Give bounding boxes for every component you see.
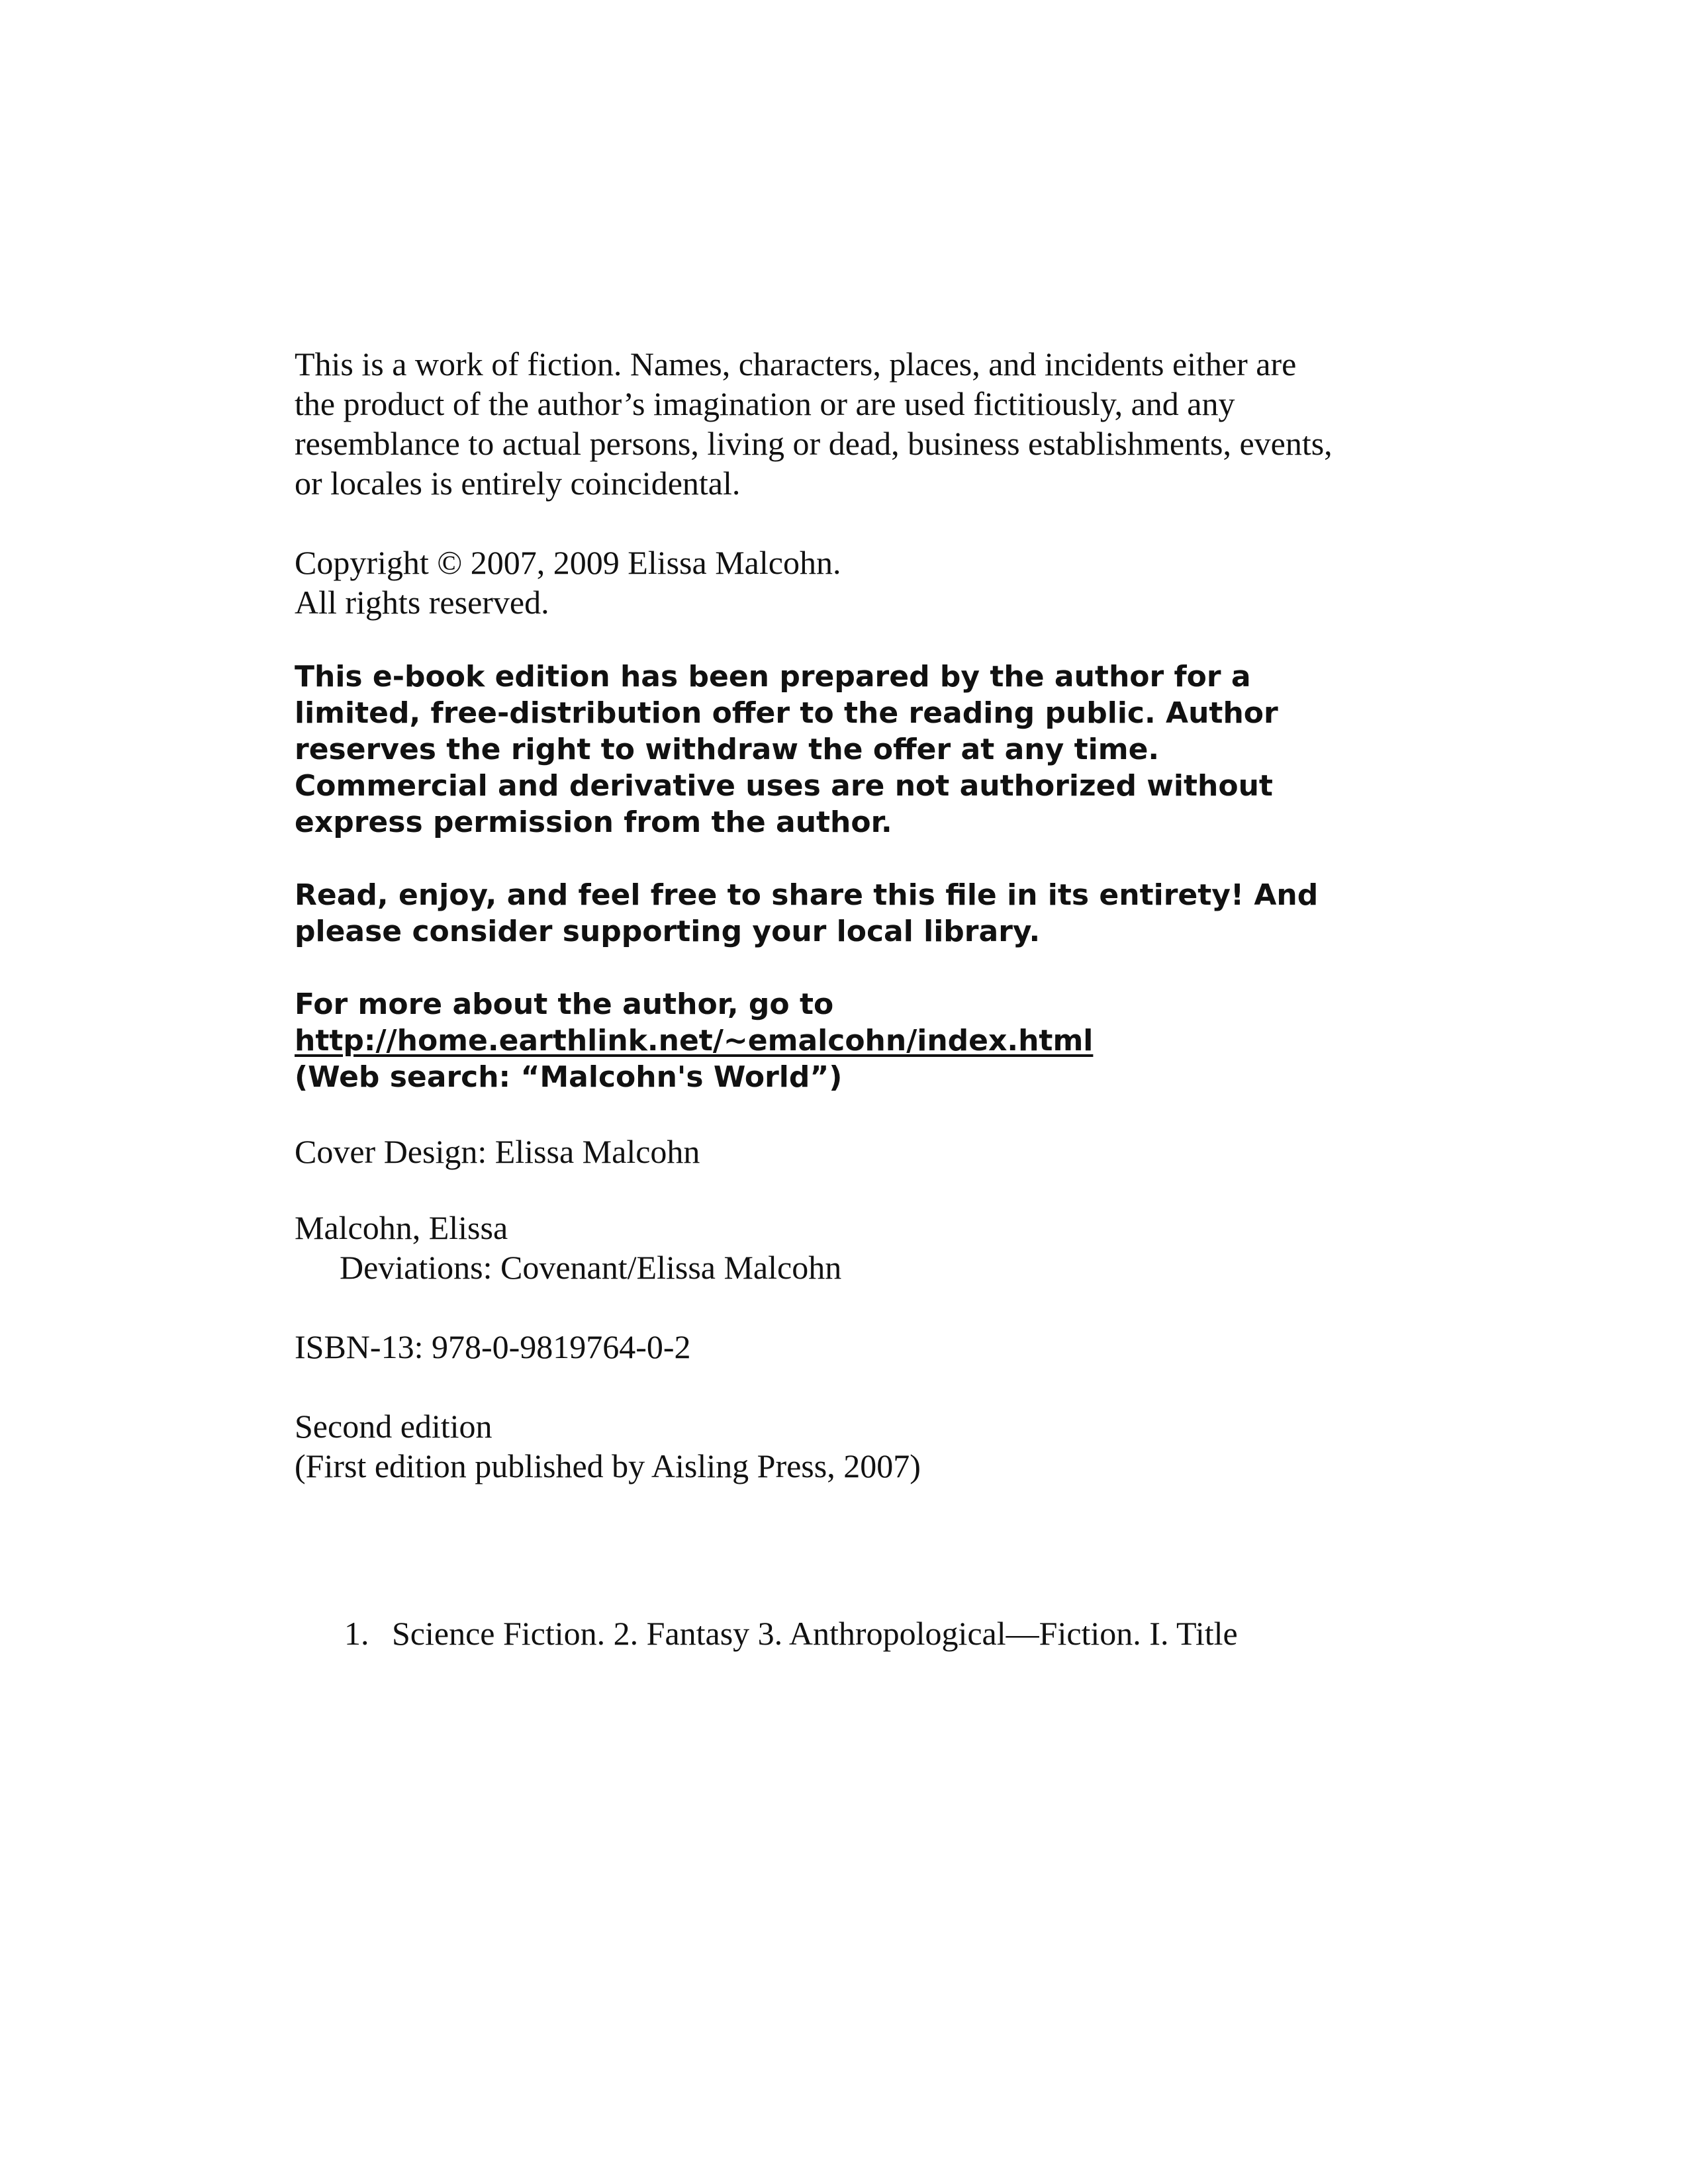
disclaimer-line: This is a work of fiction. Names, characters, places, and incidents either are (295, 345, 1297, 383)
ebook-notice-line: express permission from the author. (295, 805, 892, 839)
edition-line: Second edition (295, 1408, 492, 1445)
first-edition-line: (First edition published by Aisling Press, 2007) (295, 1447, 921, 1484)
share-notice-line: please consider supporting your local library. (295, 915, 1041, 948)
author-website-link[interactable]: http://home.earthlink.net/~emalcohn/index.html (295, 1024, 1094, 1058)
catalog-title: Deviations: Covenant/Elissa Malcohn (340, 1249, 842, 1286)
ebook-notice-line: Commercial and derivative uses are not authorized without (295, 769, 1273, 803)
edition-info (295, 1406, 1407, 1486)
author-info (295, 986, 1407, 1095)
rights-line: All rights reserved. (295, 584, 549, 621)
copyright-notice (295, 543, 1407, 622)
catalog-entry (295, 1208, 1407, 1287)
copyright-line: Copyright © 2007, 2009 Elissa Malcohn. (295, 544, 841, 581)
disclaimer-line: the product of the author’s imagination or are used fictitiously, and any (295, 385, 1235, 422)
subject-list-text: Science Fiction. 2. Fantasy 3. Anthropological—Fiction. I. Title (392, 1615, 1238, 1652)
fiction-disclaimer (295, 344, 1407, 503)
isbn-line: ISBN-13: 978-0-9819764-0-2 (295, 1328, 691, 1365)
cover-design-line: Cover Design: Elissa Malcohn (295, 1133, 700, 1170)
subject-list-number: 1. (344, 1615, 369, 1652)
disclaimer-line: or locales is entirely coincidental. (295, 465, 741, 502)
cover-design-credit (295, 1132, 1407, 1171)
share-notice-line: Read, enjoy, and feel free to share this file in its entirety! And (295, 878, 1319, 912)
disclaimer-line: resemblance to actual persons, living or dead, business establishments, events, (295, 425, 1333, 462)
copyright-page (295, 344, 1407, 1486)
share-notice (295, 877, 1407, 950)
ebook-notice (295, 659, 1407, 841)
author-info-intro: For more about the author, go to (295, 987, 834, 1021)
ebook-notice-line: reserves the right to withdraw the offer at any time. (295, 733, 1160, 766)
isbn (295, 1327, 1407, 1367)
ebook-notice-line: This e-book edition has been prepared by the author for a (295, 660, 1251, 694)
ebook-notice-line: limited, free-distribution offer to the reading public. Author (295, 696, 1278, 730)
author-website-row (295, 1023, 1407, 1059)
web-search-hint: (Web search: “Malcohn's World”) (295, 1060, 843, 1094)
subject-headings (344, 1614, 1238, 1653)
catalog-author: Malcohn, Elissa (295, 1209, 508, 1246)
